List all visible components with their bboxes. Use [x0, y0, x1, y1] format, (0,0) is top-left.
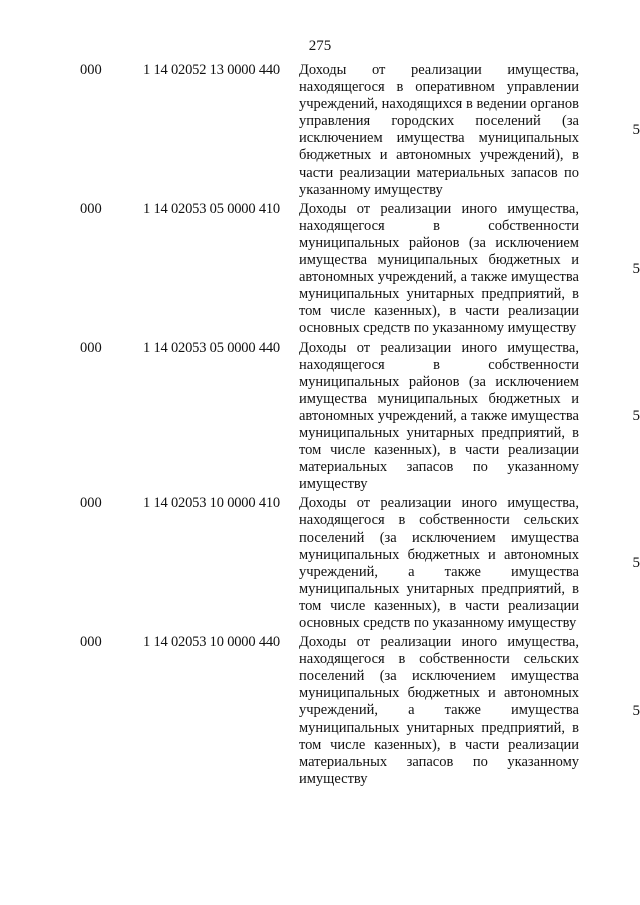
normative-value: 5 — [632, 121, 640, 138]
table-row — [0, 495, 640, 632]
revenue-description: Доходы от реализации имущества, находящегося в оперативном управлении учреждений, находящихся в ведении органов управления городских поселений (за исключением имущества муниципальных бюджетных и автономных учреждений), в части реализации материальных запасов по указанному имуществу — [299, 62, 579, 198]
table-row — [0, 340, 640, 494]
revenue-table — [0, 62, 640, 790]
normative-value: 5 — [632, 407, 640, 424]
normative-value: 5 — [632, 555, 640, 572]
admin-code: 000 — [80, 200, 102, 217]
admin-code: 000 — [80, 62, 102, 78]
budget-code: 1 14 02053 05 0000 440 — [143, 339, 280, 356]
admin-code: 000 — [80, 495, 102, 512]
admin-code: 000 — [80, 339, 102, 356]
budget-code: 1 14 02053 10 0000 410 — [143, 495, 280, 512]
budget-code: 1 14 02053 10 0000 440 — [143, 634, 280, 651]
revenue-description: Доходы от реализации иного имущества, находящегося в собственности муниципальных районов (за исключением имущества муниципальных бюджетных и автономных учреждений, а также имущества муниципальных унитарных предприятий, в том числе казенных), в части реализации основных средств по указанному имуществу — [299, 200, 579, 337]
normative-value: 5 — [632, 702, 640, 719]
budget-code: 1 14 02053 05 0000 410 — [143, 200, 280, 217]
budget-code: 1 14 02052 13 0000 440 — [143, 62, 280, 78]
revenue-description: Доходы от реализации иного имущества, находящегося в собственности сельских поселений (за исключением имущества муниципальных бюджетных и автономных учреждений, а также имущества муниципальных унитарных предприятий, в том числе казенных), в части реализации основных средств по указанному имуществу — [299, 495, 579, 631]
table-row — [0, 201, 640, 338]
table-row — [0, 62, 640, 199]
table-row — [0, 634, 640, 788]
page-number: 275 — [308, 38, 332, 54]
normative-value: 5 — [632, 260, 640, 277]
admin-code: 000 — [80, 634, 102, 651]
revenue-description: Доходы от реализации иного имущества, находящегося в собственности муниципальных районов (за исключением имущества муниципальных бюджетных и автономных учреждений, а также имущества муниципальных унитарных предприятий, в том числе казенных), в части реализации материальных запасов по указанному имуществу — [299, 339, 579, 493]
revenue-description: Доходы от реализации иного имущества, находящегося в собственности сельских поселений (за исключением имущества муниципальных бюджетных и автономных учреждений, а также имущества муниципальных унитарных предприятий, в том числе казенных), в части реализации материальных запасов по указанному имуществу — [299, 634, 579, 787]
